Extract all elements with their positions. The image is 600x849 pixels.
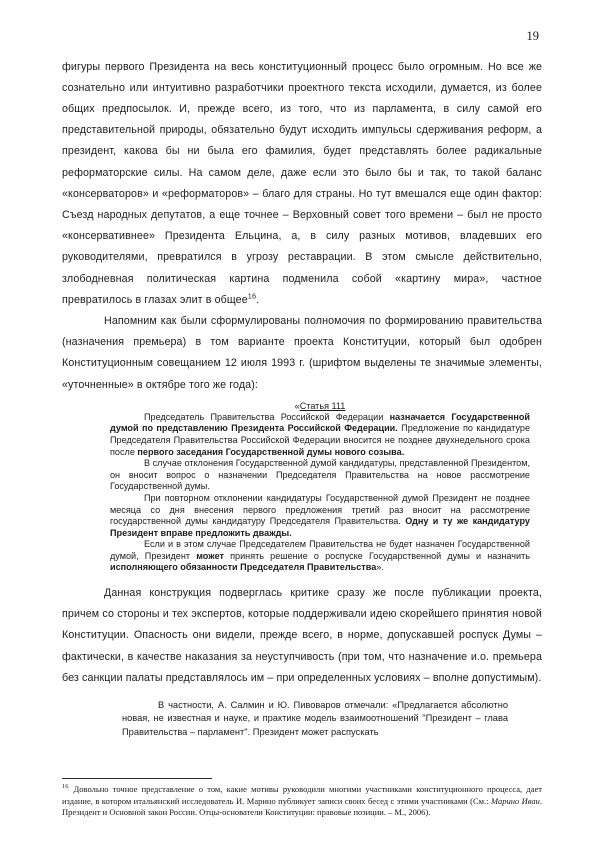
quote-run-bold: назначается Государственной думой по представлению Президента Российской Федерации. [110, 411, 530, 434]
paragraph-reminder: Напомним как были сформулированы полномочия по формированию правительства (назначения премьера) в том варианте проекта Конституции, который был одобрен Конституционным совещанием 12 июля 1993 г. (шрифтом выделены те значимые элементы, «уточненные» в октябре того же года): [62, 314, 542, 391]
paragraph-opening-tail: . [256, 293, 260, 306]
quote-paragraph-3 [110, 493, 530, 539]
footnote-reference-16[interactable]: 16 [247, 291, 257, 301]
footnote-area [62, 778, 542, 819]
quote-run: Предложение по кандидатуре Председателя Правительства Российской Федерации вносится не позднее двухнедельного срока после [110, 423, 531, 457]
quote-run-bold: исполняющего обязанности Председателя Правительства [110, 562, 377, 573]
quote-paragraph-4 [110, 539, 530, 574]
footnote-author-italic: Марино Иван [490, 795, 540, 806]
quote-run: ». [376, 562, 384, 573]
quote-open-guillemet: « [294, 400, 300, 411]
quote-run-bold: Одну и ту же кандидатуру Президент вправе предложить дважды. [110, 516, 530, 538]
quote-paragraph-2 [110, 458, 530, 493]
footnote-separator-rule [62, 778, 212, 779]
footnote-16 [62, 784, 542, 819]
quote-article-number: Статья 111 [299, 400, 346, 411]
salmin-pivovarov-quote-text: В частности, А. Салмин и Ю. Пивоваров отмечали: «Предлагается абсолютно новая, не известная и науке, и практике модель взаимоотношений "Президент – глава Правительства – парламент". Президент может распускать [122, 700, 508, 737]
quote-run: Председатель Правительства Российской Федерации [144, 411, 390, 422]
quote-run: При повторном отклонении кандидатуры Государственной думой Президент не позднее месяца со дня внесения первого предложения третий раз вносит на рассмотрение государственной думы кандидатуру Председателя Правительства. [110, 492, 530, 527]
quote-run: В случае отклонения Государственной думой кандидатуры, представленной Президентом, он вносит вопрос о назначении Председателя Правительства на новое рассмотрение Государственной думы. [110, 458, 530, 492]
quote-run-bold: первого заседания Государственной думы нового созыва. [137, 446, 405, 457]
constitution-article-quote [62, 400, 542, 574]
quote-run: принять решение о роспуске Государственной думы и назначить [223, 550, 530, 561]
footnote-number: 16 [62, 783, 69, 791]
salmin-pivovarov-quote [62, 699, 542, 739]
footnote-text-part-2: . Президент и Основной закон России. Отцы-основатели Конституции: правовые позиции. – М., 2006). [62, 795, 542, 818]
quote-paragraph-1 [110, 412, 530, 458]
paragraph-opening-text: фигуры первого Президента на весь конституционный процесс было огромным. Но все же сознательно или интуитивно разработчики проектного текста исходили, думается, из более общих предпосылок. И, прежде всего, из того, что из парламента, в силу самой его представительной природы, обязательно будут исходить импульсы сдерживания реформ, а президент, какова бы ни была его фамилия, будет представлять более радикальные реформаторские силы. На самом деле, даже если это было бы и так, то такой баланс «консерваторов» и «реформаторов» – благо для страны. Но тут вмешался еще один фактор: Съезд народных депутатов, а еще точнее – Верховный совет того времени – был не просто «консервативнее» Президента Ельцина, а, в силу разных мотивов, владевших его руководителями, превратился в угрозу реставрации. В этом смысле действительно, злободневная политическая картина подменила собой «картину мира», частное превратилось в глазах элит в общее [62, 60, 542, 306]
paragraph-opening [62, 57, 542, 311]
footnote-text-part-1: Довольно точное представление о том, какие мотивы руководили многими участниками конституционного процесса, дает издание, в котором итальянский исследователь И. Марино публикует записи своих бесед с этими участниками (См.: [62, 784, 542, 806]
quote-run: Если и в этом случае Председателем Правительства не будет назначен Государственной думой, Президент [110, 539, 530, 561]
paragraph-criticism: Данная конструкция подверглась критике сразу же после публикации проекта, причем со стороны и тех экспертов, которые поддерживали идею скорейшего принятия новой Конституции. Опасность они видели, прежде всего, в норме, допускавшей роспуск Думы – фактически, в качестве наказания за неуступчивость (при том, что назначение и.о. премьера без санкции палаты представлялось им – при определенных условиях – вполне допустимым). [62, 587, 542, 684]
quote-run-bold: может [196, 550, 224, 561]
quote-title [110, 400, 530, 412]
page-number: 19 [526, 29, 539, 43]
